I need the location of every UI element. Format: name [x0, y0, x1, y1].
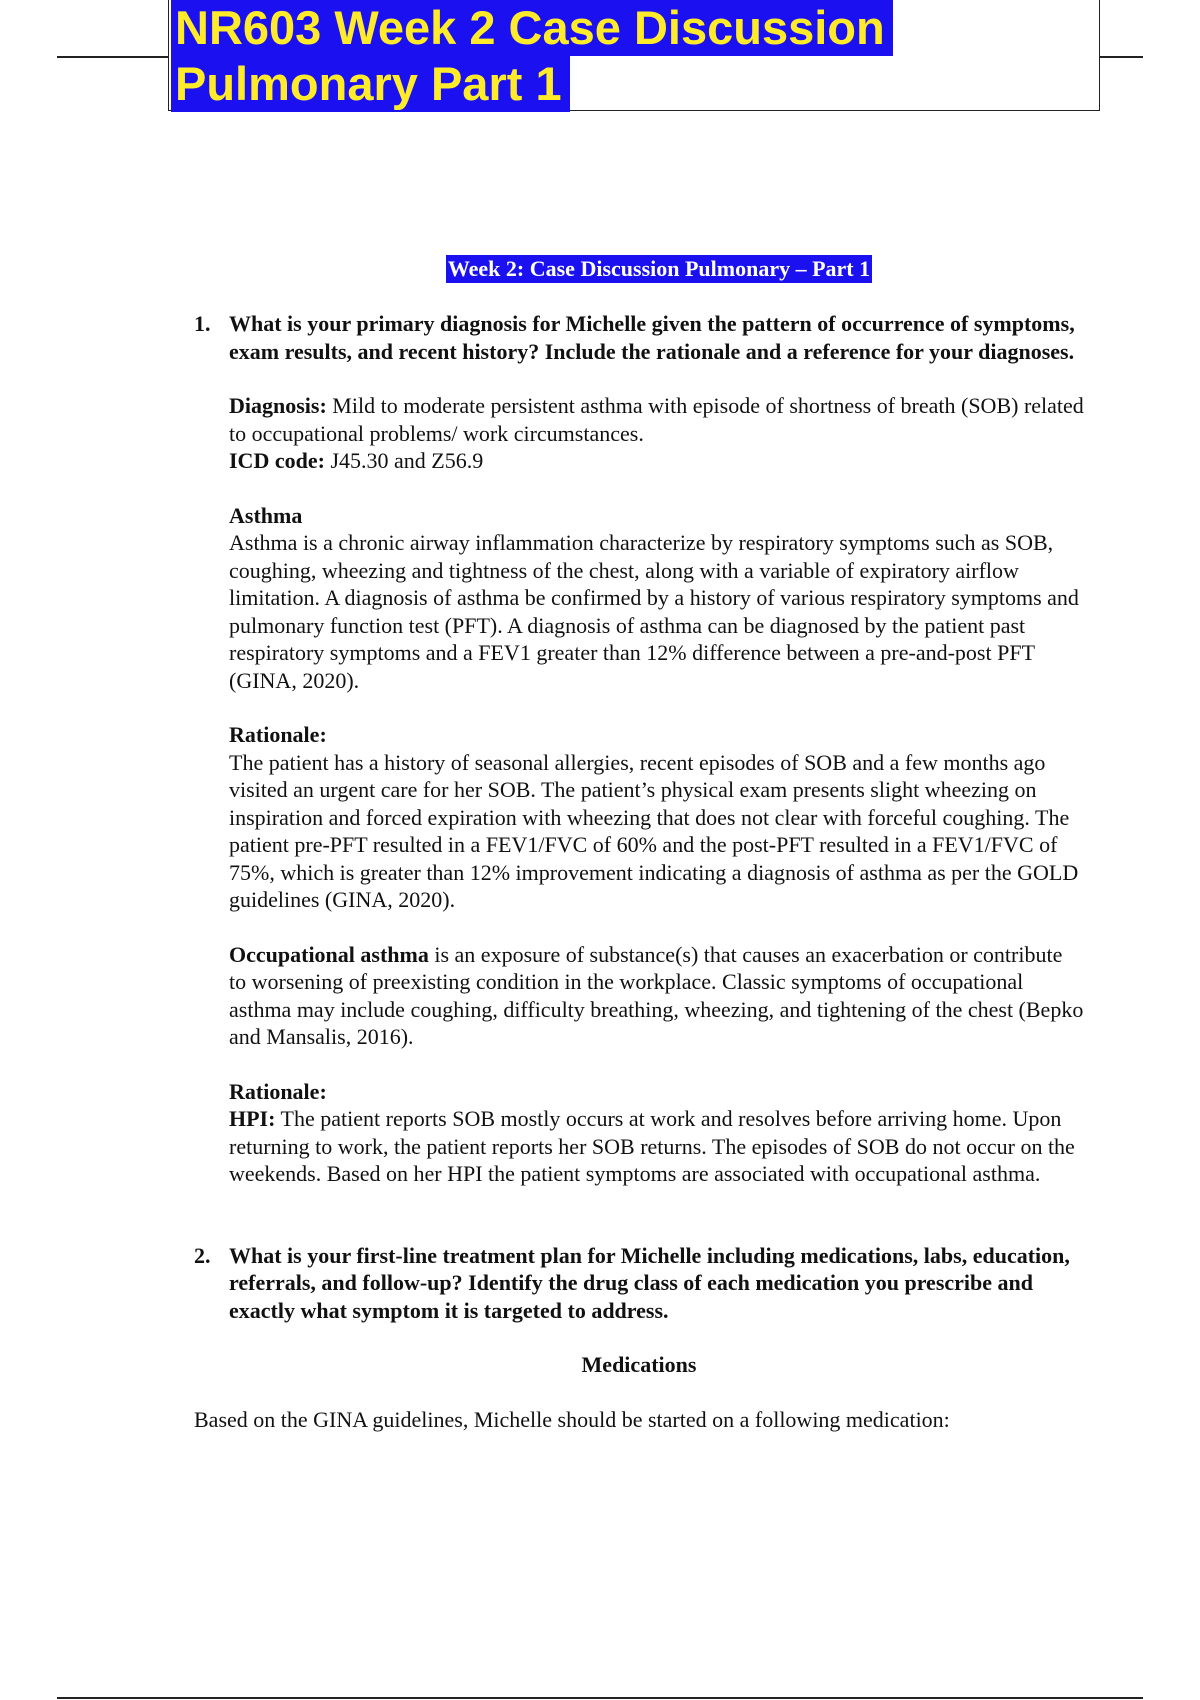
occupational-asthma-text: is an exposure of substance(s) that causes an exacerbation or contribute to worsening of preexisting condition in the workplace. Classic symptoms of occupational asthma may include coughing, difficulty breathing, wheezing, and tightening of the chest (Bepko and Mansalis, 2016).: [229, 941, 1084, 1049]
occupational-asthma-label: Occupational asthma: [229, 941, 429, 967]
title-box: [168, 0, 1100, 111]
subtitle-container: [0, 255, 1200, 283]
question-1-number: 1.: [194, 311, 211, 336]
diagnosis-text: Mild to moderate persistent asthma with episode of shortness of breath (SOB) related to occupational problems/ work circumstances.: [229, 393, 1084, 446]
rationale-1-text: The patient has a history of seasonal allergies, recent episodes of SOB and a few months ago visited an urgent care for her SOB. The patient’s physical exam presents slight wheezing on inspiration and forced expiration with wheezing that does not clear with forceful coughing. The patient pre-PFT resulted in a FEV1/FVC of 60% and the post-PFT resulted in a FEV1/FVC of 75%, which is greater than 12% improvement indicating a diagnosis of asthma as per the GOLD guidelines (GINA, 2020).: [229, 749, 1079, 912]
question-2-number: 2.: [194, 1242, 211, 1268]
icd-code-text: J45.30 and Z56.9: [330, 448, 484, 473]
asthma-text: Asthma is a chronic airway inflammation characterize by respiratory symptoms such as SOB, coughing, wheezing and tightness of the chest, along with a variable of expiratory airflow limitation. A diagnosis of asthma be confirmed by a history of various respiratory symptoms and pulmonary function test (PFT). A diagnosis of asthma can be diagnosed by the patient past respiratory symptoms and a FEV1 greater than 12% difference between a pre-and-post PFT (GINA, 2020).: [229, 530, 1079, 693]
section-subtitle: Week 2: Case Discussion Pulmonary – Part 1: [447, 256, 871, 281]
question-1-text: What is your primary diagnosis for Michelle given the pattern of occurrence of symptoms, exam results, and recent history? Include the rationale and a reference for your diagnoses.: [229, 311, 1075, 364]
medications-heading: Medications: [581, 1352, 697, 1377]
rationale-2-heading: Rationale:: [229, 1078, 327, 1104]
diagnosis-block: [229, 392, 1084, 1188]
question-2-text: What is your first-line treatment plan for Michelle including medications, labs, education, referrals, and follow-up? Identify the drug class of each medication you prescribe and exactly what symptom it is targeted to address.: [229, 1242, 1070, 1323]
bottom-rule: [57, 1697, 1143, 1699]
document-title-line-2: Pulmonary Part 1: [171, 56, 570, 112]
question-1: [194, 310, 1084, 365]
diagnosis-label: Diagnosis:: [229, 393, 327, 418]
asthma-heading: Asthma: [229, 502, 303, 528]
medications-text: Based on the GINA guidelines, Michelle should be started on a following medication:: [194, 1406, 950, 1432]
hpi-label: HPI:: [229, 1106, 276, 1131]
hpi-text: The patient reports SOB mostly occurs at work and resolves before arriving home. Upon returning to work, the patient reports her SOB returns. The episodes of SOB do not occur on the weekends. Based on her HPI the patient symptoms are associated with occupational asthma.: [229, 1106, 1075, 1186]
rationale-1-heading: Rationale:: [229, 722, 327, 747]
question-2: [194, 1242, 1084, 1325]
icd-code-label: ICD code:: [229, 448, 325, 473]
document-body: [194, 310, 1084, 1433]
document-title-line-1: NR603 Week 2 Case Discussion: [171, 0, 893, 56]
